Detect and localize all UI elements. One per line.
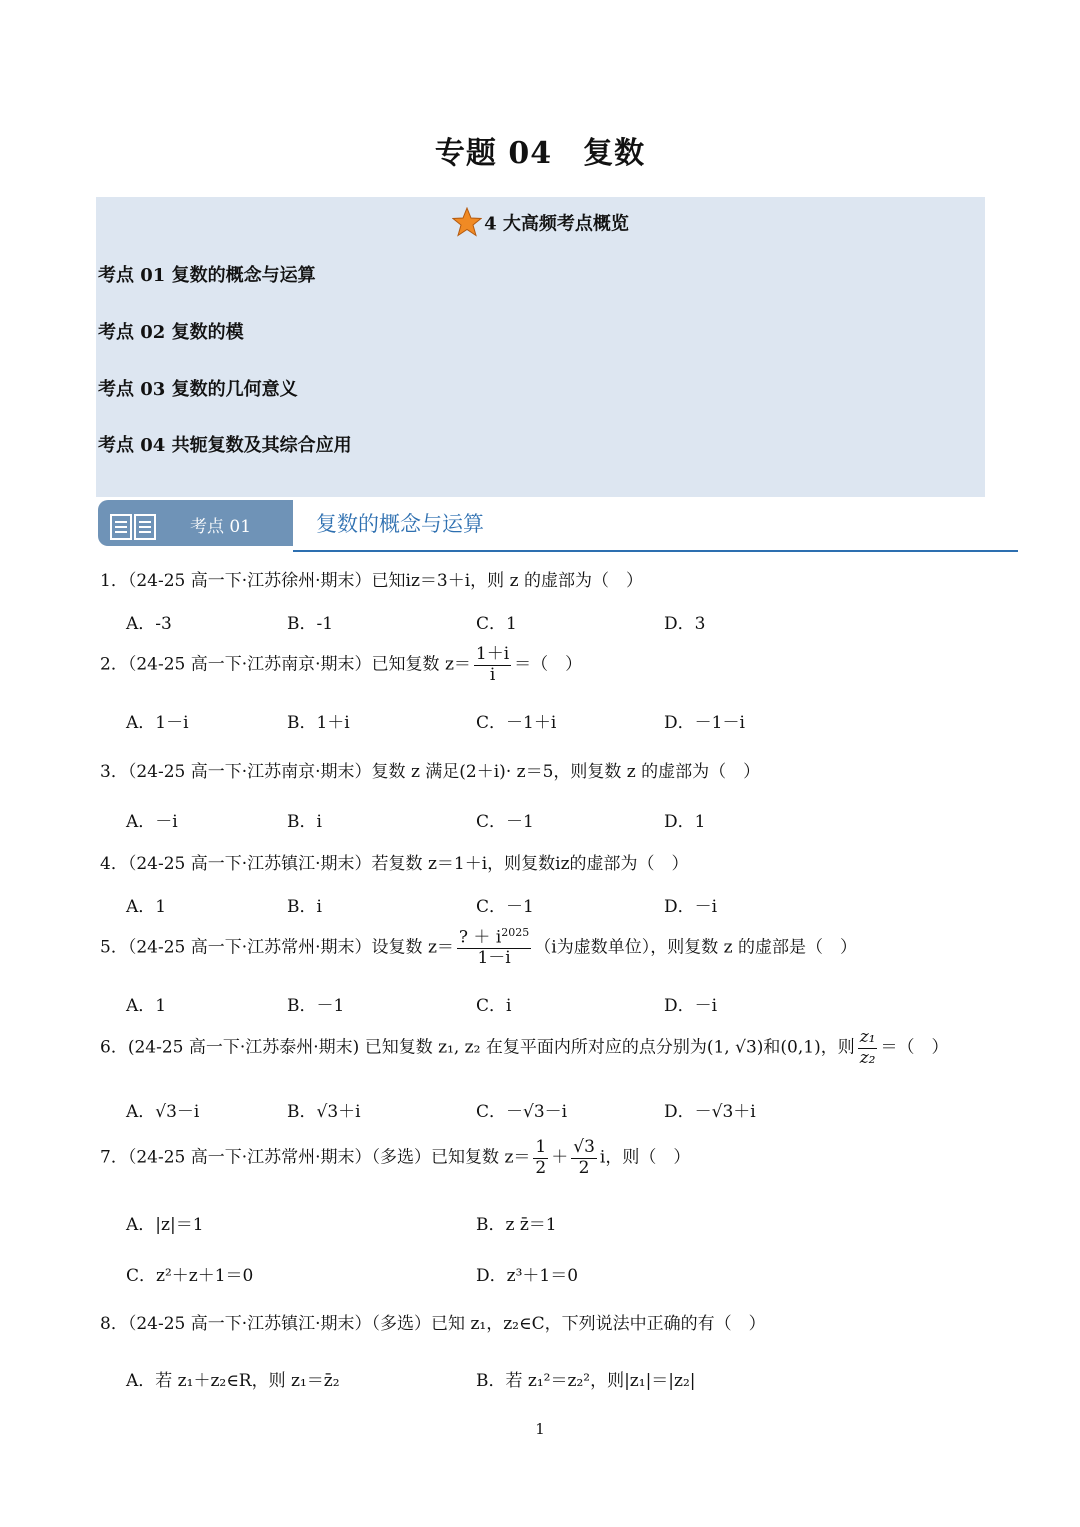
q2-option-b: B．1＋i — [287, 713, 350, 733]
question-5 — [100, 927, 857, 969]
q6-denominator: z₂ — [859, 1047, 876, 1068]
q6-prefix: 6．(24-25 高一下·江苏泰州·期末) 已知复数 z₁, z₂ 在复平面内所对应的点分别为(1, √3)和(0,1)，则 — [100, 1037, 855, 1058]
q6-option-a: A．√3－i — [126, 1102, 200, 1122]
q7-option-b: B．z z̄＝1 — [476, 1215, 557, 1235]
q5-option-c: C．i — [476, 996, 512, 1016]
q2-prefix: 2．（24-25 高一下·江苏南京·期末）已知复数 z＝ — [100, 654, 471, 675]
q7-fraction-2-denominator: 2 — [578, 1157, 590, 1178]
q8-option-a: A．若 z₁＋z₂∈R，则 z₁＝z̄₂ — [126, 1371, 340, 1391]
overview-item-4: 考点 04 共轭复数及其综合应用 — [98, 435, 352, 456]
q6-suffix: ＝（ ） — [880, 1037, 949, 1058]
question-4: 4．（24-25 高一下·江苏镇江·期末）若复数 z＝1＋i，则复数iz的虚部为（ ） — [100, 854, 689, 874]
q7-option-a: A．|z|＝1 — [126, 1215, 204, 1235]
q6-option-c: C．－√3－i — [476, 1102, 568, 1122]
overview-item-3: 考点 03 复数的几何意义 — [98, 379, 298, 400]
q7-fraction-1-numerator: 1 — [535, 1137, 547, 1157]
q2-fraction — [474, 645, 511, 685]
q5-denominator: 1－i — [477, 948, 511, 969]
section-tag: 考点 01 — [190, 517, 252, 537]
q2-option-d: D．－1－i — [664, 713, 745, 733]
q7-fraction-1 — [533, 1138, 548, 1178]
q3-option-d: D．1 — [664, 812, 706, 832]
page-title: 专题 04 复数 — [434, 136, 646, 171]
q5-numerator-exponent: 2025 — [501, 926, 530, 939]
q5-numerator — [457, 927, 531, 949]
q6-numerator: z₁ — [859, 1027, 876, 1047]
q6-option-d: D．－√3＋i — [664, 1102, 756, 1122]
q7-option-d: D．z³＋1＝0 — [476, 1266, 579, 1286]
section-title: 复数的概念与运算 — [316, 512, 484, 536]
q8-option-b: B．若 z₁²＝z₂²，则|z₁|＝|z₂| — [476, 1371, 696, 1391]
q4-option-a: A．1 — [126, 897, 167, 917]
q5-option-b: B．－1 — [287, 996, 345, 1016]
q1-option-a: A．-3 — [126, 614, 172, 634]
q1-option-d: D．3 — [664, 614, 706, 634]
question-7 — [100, 1138, 690, 1178]
question-6 — [100, 1028, 948, 1068]
q3-option-c: C．－1 — [476, 812, 534, 832]
star-icon — [452, 207, 482, 242]
q5-suffix: （i为虚数单位），则复数 z 的虚部是（ ） — [534, 937, 857, 958]
q4-option-d: D．－i — [664, 897, 718, 917]
question-8: 8．（24-25 高一下·江苏镇江·期末）（多选）已知 z₁，z₂∈C，下列说法中正确的有（ ） — [100, 1314, 766, 1334]
q2-option-c: C．－1＋i — [476, 713, 557, 733]
book-icon — [110, 514, 158, 544]
q2-option-a: A．1－i — [126, 713, 189, 733]
q5-fraction — [457, 927, 531, 969]
q5-prefix: 5．（24-25 高一下·江苏常州·期末）设复数 z＝ — [100, 937, 454, 958]
question-1: 1．（24-25 高一下·江苏徐州·期末）已知iz＝3＋i，则 z 的虚部为（ ） — [100, 571, 643, 591]
q7-option-c: C．z²＋z＋1＝0 — [126, 1266, 254, 1286]
q6-option-b: B．√3＋i — [287, 1102, 361, 1122]
overview-box — [96, 197, 985, 497]
q7-suffix: i，则（ ） — [599, 1147, 691, 1168]
q7-fraction-2-numerator: √3 — [573, 1137, 595, 1157]
q2-numerator: 1＋i — [475, 644, 510, 664]
q3-option-b: B．i — [287, 812, 322, 832]
overview-item-2: 考点 02 复数的模 — [98, 322, 244, 343]
q1-option-b: B．-1 — [287, 614, 334, 634]
overview-heading — [96, 207, 985, 242]
q1-option-c: C．1 — [476, 614, 517, 634]
overview-item-1: 考点 01 复数的概念与运算 — [98, 265, 316, 286]
q4-option-b: B．i — [287, 897, 322, 917]
q7-prefix: 7．（24-25 高一下·江苏常州·期末）（多选）已知复数 z＝ — [100, 1147, 531, 1168]
q5-option-d: D．－i — [664, 996, 718, 1016]
section-tag-block — [98, 500, 293, 546]
q4-option-c: C．－1 — [476, 897, 534, 917]
q5-numerator-text: ? ＋ i — [458, 927, 502, 948]
q2-suffix: ＝（ ） — [514, 654, 583, 675]
q7-plus: ＋ — [551, 1147, 569, 1168]
page-number: 1 — [535, 1420, 545, 1438]
q2-denominator: i — [489, 664, 496, 685]
q7-fraction-2 — [571, 1138, 597, 1178]
q3-option-a: A．－i — [126, 812, 178, 832]
question-2 — [100, 645, 582, 685]
question-3: 3．（24-25 高一下·江苏南京·期末）复数 z 满足(2＋i)· z＝5，则复数 z 的虚部为（ ） — [100, 762, 761, 782]
q7-fraction-1-denominator: 2 — [535, 1157, 547, 1178]
overview-heading-text: 4 大高频考点概览 — [484, 213, 629, 235]
q6-fraction — [858, 1028, 878, 1068]
q5-option-a: A．1 — [126, 996, 167, 1016]
section-banner — [98, 500, 1018, 555]
section-underline — [293, 550, 1018, 552]
